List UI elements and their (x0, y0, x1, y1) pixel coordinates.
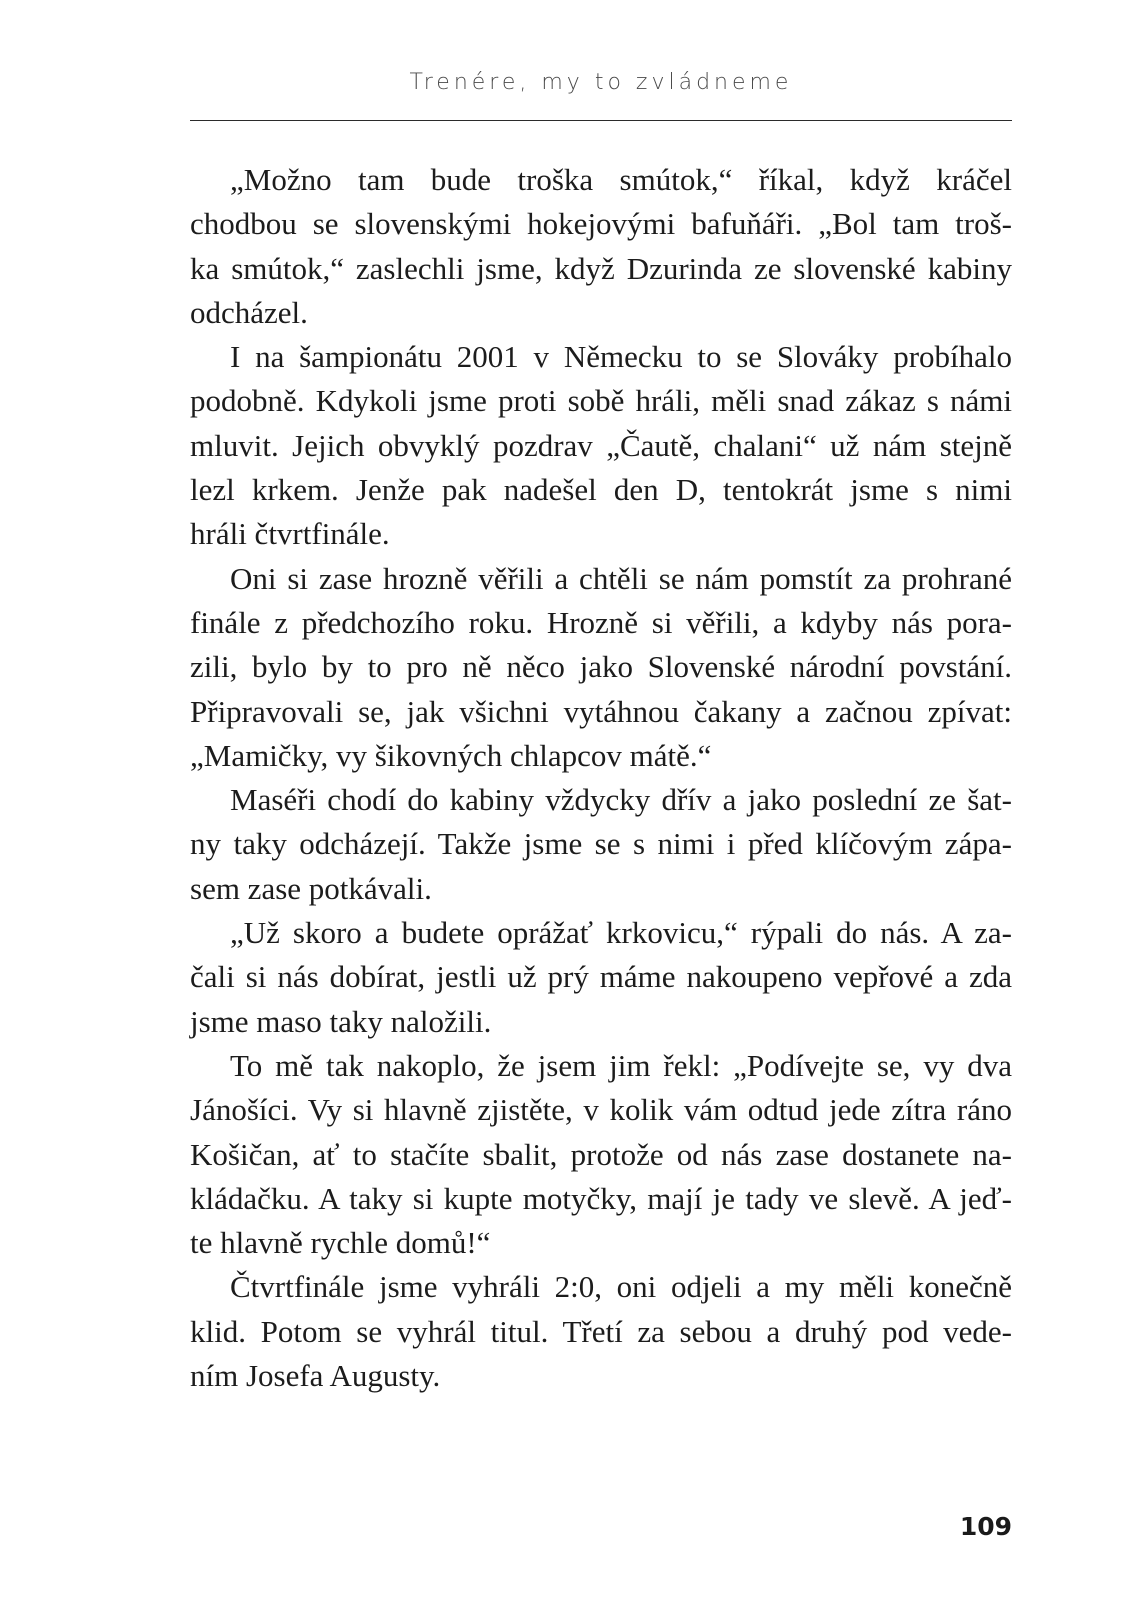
text-line: klid. Potom se vyhrál titul. Třetí za sebou a druhý pod vede- (190, 1313, 1012, 1349)
text-line: zili, bylo by to pro ně něco jako Slovenské národní povstání. (190, 649, 1012, 685)
text-line: Oni si zase hrozně věřili a chtěli se nám pomstít za prohrané (230, 560, 1012, 596)
text-line: ny taky odcházejí. Takže jsme se s nimi i před klíčovým zápa- (190, 826, 1012, 862)
page-number: 109 (959, 1512, 1012, 1541)
text-line: chodbou se slovenskými hokejovými bafuňáři. „Bol tam troš- (190, 206, 1012, 242)
text-line: Připravovali se, jak všichni vytáhnou čakany a začnou zpívat: (190, 693, 1012, 729)
text-line: sem zase potkávali. (190, 870, 432, 906)
text-line: ka smútok,“ zaslechli jsme, když Dzurinda ze slovenské kabiny (190, 250, 1012, 286)
paragraph (190, 557, 1012, 778)
text-line: odcházel. (190, 294, 308, 330)
paragraph (190, 158, 1012, 335)
text-line: čali si nás dobírat, jestli už prý máme nakoupeno vepřové a zda (190, 959, 1012, 995)
text-line: finále z předchozího roku. Hrozně si věřili, a kdyby nás pora- (190, 604, 1012, 640)
text-line: I na šampionátu 2001 v Německu to se Slováky probíhalo (230, 339, 1012, 375)
text-line: „Mamičky, vy šikovných chlapcov mátě.“ (190, 737, 712, 773)
paragraph (190, 911, 1012, 1044)
text-line: ním Josefa Augusty. (190, 1358, 441, 1394)
paragraph (190, 1265, 1012, 1398)
text-line: kládačku. A taky si kupte motyčky, mají je tady ve slevě. A jeď- (190, 1180, 1012, 1216)
text-line: Maséři chodí do kabiny vždycky dřív a jako poslední ze šat- (230, 782, 1012, 818)
text-line: te hlavně rychle domů!“ (190, 1225, 491, 1261)
text-line: hráli čtvrtfinále. (190, 516, 390, 552)
body-text (190, 158, 1012, 1398)
paragraph (190, 778, 1012, 911)
text-line: jsme maso taky naložili. (190, 1003, 492, 1039)
text-line: „Možno tam bude troška smútok,“ říkal, když kráčel (230, 162, 1012, 197)
text-line: „Už skoro a budete oprážať krkovicu,“ rýpali do nás. A za- (230, 915, 1012, 951)
header-rule (190, 120, 1012, 121)
text-line: Jánošíci. Vy si hlavně zjistěte, v kolik vám odtud jede zítra ráno (190, 1092, 1012, 1128)
paragraph (190, 335, 1012, 556)
text-line: mluvit. Jejich obvyklý pozdrav „Čautě, chalani“ už nám stejně (190, 427, 1012, 463)
paragraph (190, 1044, 1012, 1265)
text-line: To mě tak nakoplo, že jsem jim řekl: „Podívejte se, vy dva (230, 1047, 1012, 1083)
running-header: Trenére, my to zvládneme (409, 70, 793, 95)
text-line: podobně. Kdykoli jsme proti sobě hráli, měli snad zákaz s námi (190, 383, 1012, 419)
text-line: Čtvrtfinále jsme vyhráli 2:0, oni odjeli a my měli konečně (230, 1269, 1012, 1305)
text-line: lezl krkem. Jenže pak nadešel den D, tentokrát jsme s nimi (190, 472, 1012, 508)
text-line: Košičan, ať to stačíte sbalit, protože od nás zase dostanete na- (190, 1136, 1012, 1172)
